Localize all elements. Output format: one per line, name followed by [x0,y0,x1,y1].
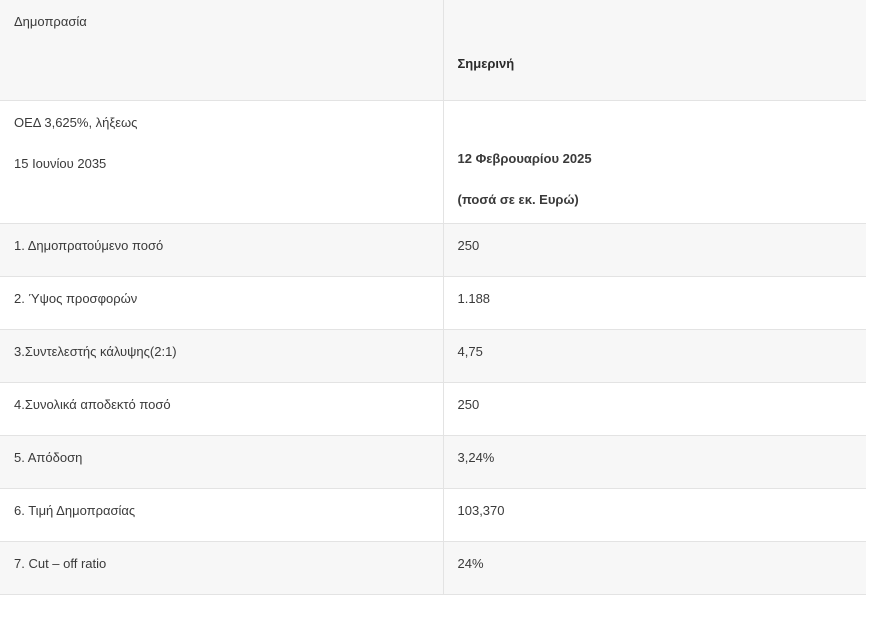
row-value: 250 [443,382,866,435]
header-label-today: Σημερινή [457,56,515,71]
row-label: 5. Απόδοση [0,435,443,488]
table-row [0,329,866,382]
subheader-cell-bond [0,101,443,224]
bond-description-line1: ΟΕΔ 3,625%, λήξεως [14,115,138,130]
row-label: 7. Cut – off ratio [0,541,443,594]
row-label: 6. Τιμή Δημοπρασίας [0,488,443,541]
header-cell-today [443,0,866,101]
table-row [0,435,866,488]
table-subheader-row [0,101,866,224]
table-row [0,541,866,594]
row-value: 4,75 [443,329,866,382]
table-row [0,223,866,276]
row-value: 1.188 [443,276,866,329]
row-label: 1. Δημοπρατούμενο ποσό [0,223,443,276]
row-value: 3,24% [443,435,866,488]
auction-date: 12 Φεβρουαρίου 2025 [457,151,592,166]
amount-unit-note: (ποσά σε εκ. Ευρώ) [457,191,579,207]
table-row [0,488,866,541]
row-value: 250 [443,223,866,276]
row-label: 3.Συντελεστής κάλυψης(2:1) [0,329,443,382]
bond-description-line2: 15 Ιουνίου 2035 [14,155,107,171]
table-header-row [0,0,866,101]
header-cell-auction [0,0,443,101]
subheader-cell-date [443,101,866,224]
table-row [0,382,866,435]
row-value: 24% [443,541,866,594]
header-label-auction: Δημοπρασία [14,14,87,29]
row-label: 4.Συνολικά αποδεκτό ποσό [0,382,443,435]
row-label: 2. Ύψος προσφορών [0,276,443,329]
row-value: 103,370 [443,488,866,541]
table-row [0,276,866,329]
